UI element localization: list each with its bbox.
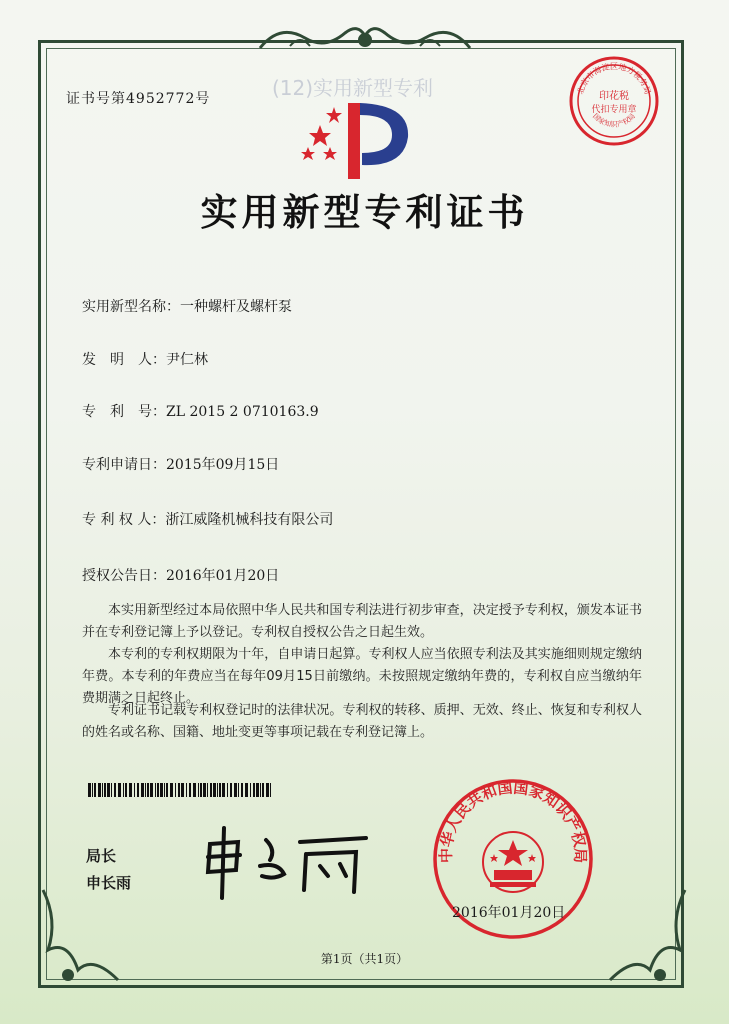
barcode-icon [88,783,274,797]
field-value: 浙江威隆机械科技有限公司 [165,512,334,528]
tax-seal-icon [568,55,660,147]
director-name: 申长雨 [86,874,132,892]
barcode-bar [134,783,135,797]
field-filing-date [82,454,279,474]
ghost-header: (12)实用新型专利 [272,76,434,100]
barcode-bar [118,783,121,797]
signature-icon [196,822,376,902]
barcode-bar [217,783,218,797]
barcode-bar [157,783,159,797]
barcode-bar [170,783,173,797]
barcode-bar [210,783,212,797]
barcode-bar [200,783,202,797]
barcode-bar [238,783,239,797]
barcode-bar [145,783,146,797]
barcode-bar [256,783,259,797]
paragraph-term-fees: 本专利的专利权期限为十年，自申请日起算。专利权人应当依照专利法及其实施细则规定缴纳年费。本专利的年费应当在每年09月15日前缴纳。未按照规定缴纳年费的，专利权自应当缴纳年费期满之日起终止。 [82,647,642,706]
field-patentee [82,509,333,529]
barcode-bar [241,783,243,797]
barcode-bar [94,783,96,797]
certificate-title: 实用新型专利证书 [200,191,529,234]
seal-top-bottom-text: 国家知识产权局 [591,112,637,129]
top-ornament-icon [250,18,480,58]
field-label: 实用新型名称： [82,299,180,315]
barcode-bar [92,783,93,797]
barcode-bar [141,783,144,797]
seal-top-line1: 印花税 [599,91,629,102]
barcode-bar [219,783,221,797]
barcode-bar [207,783,208,797]
barcode-bar [98,783,101,797]
barcode-bar [102,783,103,797]
field-value: 2015年09月15日 [166,457,280,473]
field-value: ZL 2015 2 0710163.9 [166,404,319,420]
barcode-bar [222,783,225,797]
barcode-bar [213,783,216,797]
field-label: 专 利 权 人： [82,512,166,528]
field-value: 一种螺杆及螺杆泵 [180,299,292,315]
page-number: 第1页（共1页） [320,952,409,966]
barcode-bar [129,783,132,797]
barcode-bar [234,783,237,797]
barcode-bar [88,783,91,797]
barcode-bar [160,783,163,797]
barcode-bar [193,783,196,797]
barcode-bar [104,783,106,797]
field-grant-date [82,565,279,585]
bottom-right-ornament-icon [600,880,690,990]
barcode-bar [186,783,187,797]
field-label: 专 利 号： [82,404,166,420]
barcode-bar [164,783,165,797]
barcode-bar [125,783,127,797]
seal-top-line2: 代扣专用章 [591,105,637,115]
field-inventor [82,349,208,369]
paragraph-legal-status: 专利证书记载专利权登记时的法律状况。专利权的转移、质押、无效、终止、恢复和专利权人的姓名或名称、国籍、地址变更等事项记载在专利登记簿上。 [82,703,642,740]
certificate-number: 证书号第4952772号 [66,91,211,107]
barcode-bar [123,783,124,797]
barcode-bar [150,783,153,797]
barcode-bar [250,783,251,797]
barcode-bar [189,783,191,797]
seal-top-outer-text: 北京市海淀区地方税务局 [575,62,653,96]
field-label: 授权公告日： [82,568,166,584]
barcode-bar [155,783,156,797]
barcode-bar [262,783,264,797]
field-value: 2016年01月20日 [166,568,280,584]
barcode-bar [114,783,116,797]
barcode-bar [198,783,199,797]
barcode-bar [111,783,112,797]
barcode-bar [166,783,168,797]
field-utility-model-name [82,296,292,316]
barcode-bar [230,783,232,797]
barcode-bar [260,783,261,797]
paragraph-grant-statement: 本实用新型经过本局依照中华人民共和国专利法进行初步审查，决定授予专利权，颁发本证书并在专利登记簿上予以登记。专利权自授权公告之日起生效。 [82,603,642,640]
barcode-bar [181,783,184,797]
barcode-bar [270,783,271,797]
barcode-bar [203,783,206,797]
field-label: 专利申请日： [82,457,166,473]
field-value: 尹仁林 [166,352,208,368]
barcode-bar [107,783,110,797]
barcode-bar [137,783,139,797]
barcode-bar [147,783,149,797]
barcode-bar [178,783,180,797]
barcode-bar [227,783,228,797]
barcode-bar [253,783,255,797]
barcode-bar [175,783,176,797]
patent-office-logo-icon [300,95,412,183]
field-patent-number [82,401,319,421]
seal-ring-text: 中华人民共和国国家知识产权局 [436,778,590,864]
barcode-bar [245,783,248,797]
field-label: 发 明 人： [82,352,166,368]
bottom-left-ornament-icon [38,880,128,990]
seal-date: 2016年01月20日 [452,905,566,921]
barcode-bar [266,783,269,797]
director-title: 局长 [86,847,117,865]
